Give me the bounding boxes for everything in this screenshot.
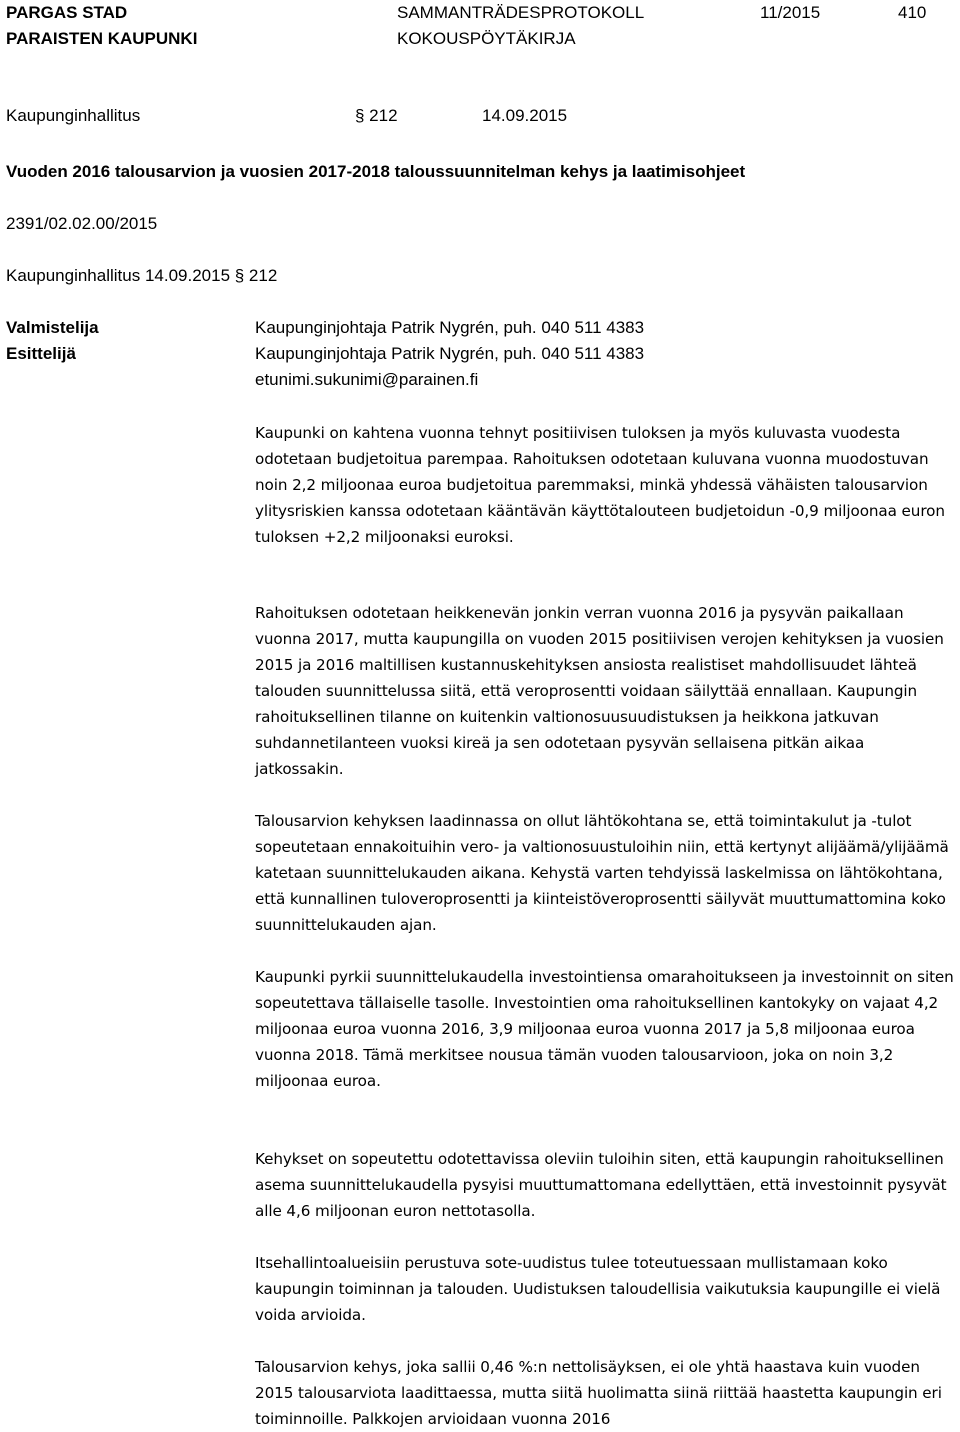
prior-handling: Kaupunginhallitus 14.09.2015 § 212 [6, 266, 278, 285]
meeting-section: § 212 [355, 106, 398, 125]
body-paragraph-1 [255, 420, 955, 550]
body-paragraph-6 [255, 1250, 955, 1328]
presenter-label: Esittelijä [6, 344, 76, 363]
doc-type-primary: SAMMANTRÄDESPROTOKOLL [397, 3, 645, 22]
org-name-secondary: PARAISTEN KAUPUNKI [6, 29, 198, 48]
preparer-value: Kaupunginjohtaja Patrik Nygrén, puh. 040 511 4383 [255, 318, 645, 337]
page-number: 410 [898, 3, 927, 22]
presenter-value: Kaupunginjohtaja Patrik Nygrén, puh. 040 511 4383 [255, 344, 645, 363]
paragraph-text: Talousarvion kehys, joka sallii 0,46 %:n nettolisäyksen, ei ole yhtä haastava kuin vuoden 2015 talousarviota laadittaessa, mutta siitä huolimatta siinä riittää haastetta kaupungin eri toiminnoille. Palkkojen arvioidaan vuonna 2016 [255, 1358, 942, 1428]
issue-number: 11/2015 [760, 3, 821, 22]
doc-type-secondary: KOKOUSPÖYTÄKIRJA [397, 29, 576, 48]
document-title: Vuoden 2016 talousarvion ja vuosien 2017-2018 taloussuunnitelman kehys ja laatimisohjeet [6, 162, 746, 181]
paragraph-text: Rahoituksen odotetaan heikkenevän jonkin verran vuonna 2016 ja pysyvän paikallaan vuonna 2017, mutta kaupungilla on vuoden 2015 positiivisen verojen kehityksen ja vuosien 2015 ja 2016 maltillisen kustannuskehityksen ansiosta realistiset mahdollisuudet lähteä talouden suunnittelussa siitä, että veroprosentti voidaan säilyttää ennallaan. Kaupungin rahoituksellinen tilanne on kuitenkin valtionosuusuudistuksen ja heikkona jatkuvan suhdannetilanteen vuoksi kireä ja sen odotetaan pysyvän sellaisena pitkän aikaa jatkossakin. [255, 604, 944, 778]
preparer-label: Valmistelija [6, 318, 99, 337]
body-paragraph-5 [255, 1146, 955, 1224]
body-paragraph-2 [255, 600, 955, 782]
org-name-primary: PARGAS STAD [6, 3, 128, 22]
paragraph-text: Kaupunki pyrkii suunnittelukaudella investointiensa omarahoitukseen ja investoinnit on siten sopeutettava tällaiselle tasolle. Investointien oma rahoituksellinen kantokyky on vajaat 4,2 miljoonaa euroa vuonna 2016, 3,9 miljoonaa euroa vuonna 2017 ja 5,8 miljoonaa euroa vuonna 2018. Tämä merkitsee nousua tämän vuoden talousarvioon, joka on noin 3,2 miljoonaa euroa. [255, 968, 954, 1090]
body-paragraph-4 [255, 964, 955, 1094]
paragraph-text: Kaupunki on kahtena vuonna tehnyt positiivisen tuloksen ja myös kuluvasta vuodesta odotetaan budjetoitua parempaa. Rahoituksen odotetaan kuluvana vuonna muodostuvan noin 2,2 miljoonaa euroa budjetoitua paremmaksi, minkä yhdessä vähäisten talousarvion ylitysriskien kanssa odotetaan kääntävän käyttötalouteen budjetoidun -0,9 miljoonaa euron tuloksen +2,2 miljoonaksi euroksi. [255, 424, 945, 546]
meeting-body: Kaupunginhallitus [6, 106, 141, 125]
contact-email: etunimi.sukunimi@parainen.fi [255, 370, 479, 389]
paragraph-text: Talousarvion kehyksen laadinnassa on ollut lähtökohtana se, että toimintakulut ja -tulot sopeutetaan ennakoituihin vero- ja valtionosuustuloihin niin, että kertynyt alijäämä/ylijäämä katetaan suunnittelukauden aikana. Kehystä varten tehdyissä laskelmissa on lähtökohtana, että kunnallinen tuloveroprosentti ja kiinteistöveroprosentti säilyvät muuttumattomina koko suunnittelukauden ajan. [255, 812, 949, 934]
paragraph-text: Itsehallintoalueisiin perustuva sote-uudistus tulee toteutuessaan mullistamaan koko kaupungin toiminnan ja talouden. Uudistuksen taloudellisia vaikutuksia kaupungille ei vielä voida arvioida. [255, 1254, 941, 1324]
body-paragraph-7 [255, 1354, 955, 1432]
meeting-date: 14.09.2015 [482, 106, 568, 125]
body-paragraph-3 [255, 808, 955, 938]
paragraph-text: Kehykset on sopeutettu odotettavissa oleviin tuloihin siten, että kaupungin rahoituksellinen asema suunnittelukaudella pysyisi muuttumattomana edellyttäen, että investoinnit pysyvät alle 4,6 miljoonan euron nettotasolla. [255, 1150, 947, 1220]
record-id: 2391/02.02.00/2015 [6, 214, 158, 233]
